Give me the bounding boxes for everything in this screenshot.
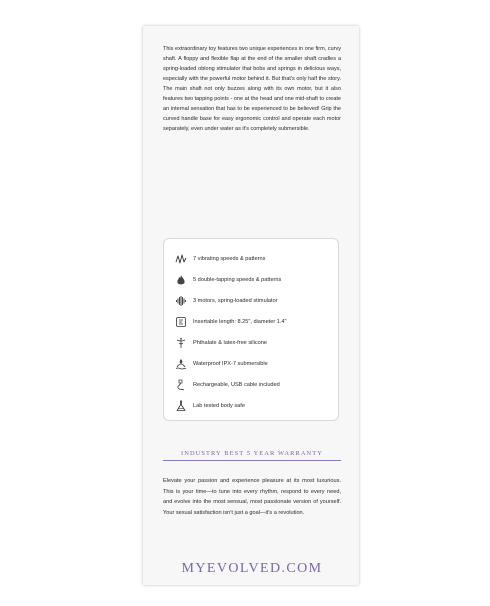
caduceus-icon [174,336,188,350]
tapping-flame-icon [174,273,188,287]
feature-label: Waterproof IPX-7 submersible [193,360,268,367]
ruler-icon [174,315,188,329]
feature-item [174,395,338,416]
feature-item [174,269,338,290]
water-drop-icon [174,357,188,371]
vibration-wave-icon [174,252,188,266]
product-description: This extraordinary toy features two unique experiences in one firm, curvy shaft. A floppy and flexible flap at the end of the smaller shaft cradles a spring-loaded oblong stimulator that bobs and springs in delicious ways, especially with the powerful motor behind it. But that's only half the story. The main shaft not only buzzes along with its own motor, but it also features two tapping points - one at the head and one mid-shaft to create an internal sensation that has to be experienced to be believed! Grip the curved handle base for easy ergonomic control and operate each motor separately, even under water as it's completely submersible. [163,46,341,132]
feature-item [174,374,338,395]
motor-wave-icon [174,294,188,308]
closing-paragraph: Elevate your passion and experience pleasure at its most luxurious. This is your time—to tune into every rhythm, respond to every need, and evolve into the most sensual, most passionate version of yourself. Your sexual satisfaction isn't just a goal—it's a revolution. [163,478,341,516]
feature-label: Rechargeable, USB cable included [193,381,280,388]
feature-label: 5 double-tapping speeds & patterns [193,276,282,283]
feature-item [174,248,338,269]
feature-label: Insertable length: 8.25", diameter 1.4" [193,318,287,325]
feature-label: Lab tested body safe [193,402,245,409]
feature-item [174,353,338,374]
usb-cable-icon [174,378,188,392]
feature-item [174,311,338,332]
warranty-heading: INDUSTRY BEST 5 YEAR WARRANTY [181,450,323,457]
website-url: MYEVOLVED.COM [181,561,323,576]
feature-label: 7 vibrating speeds & patterns [193,255,266,262]
lab-flask-icon [174,399,188,413]
product-insert-card [143,26,359,585]
feature-item [174,290,338,311]
feature-label: 3 motors, spring-loaded stimulator [193,297,278,304]
feature-item [174,332,338,353]
feature-list-box [163,238,339,421]
feature-label: Phthalate & latex-free silicone [193,339,268,346]
warranty-divider [163,460,341,461]
